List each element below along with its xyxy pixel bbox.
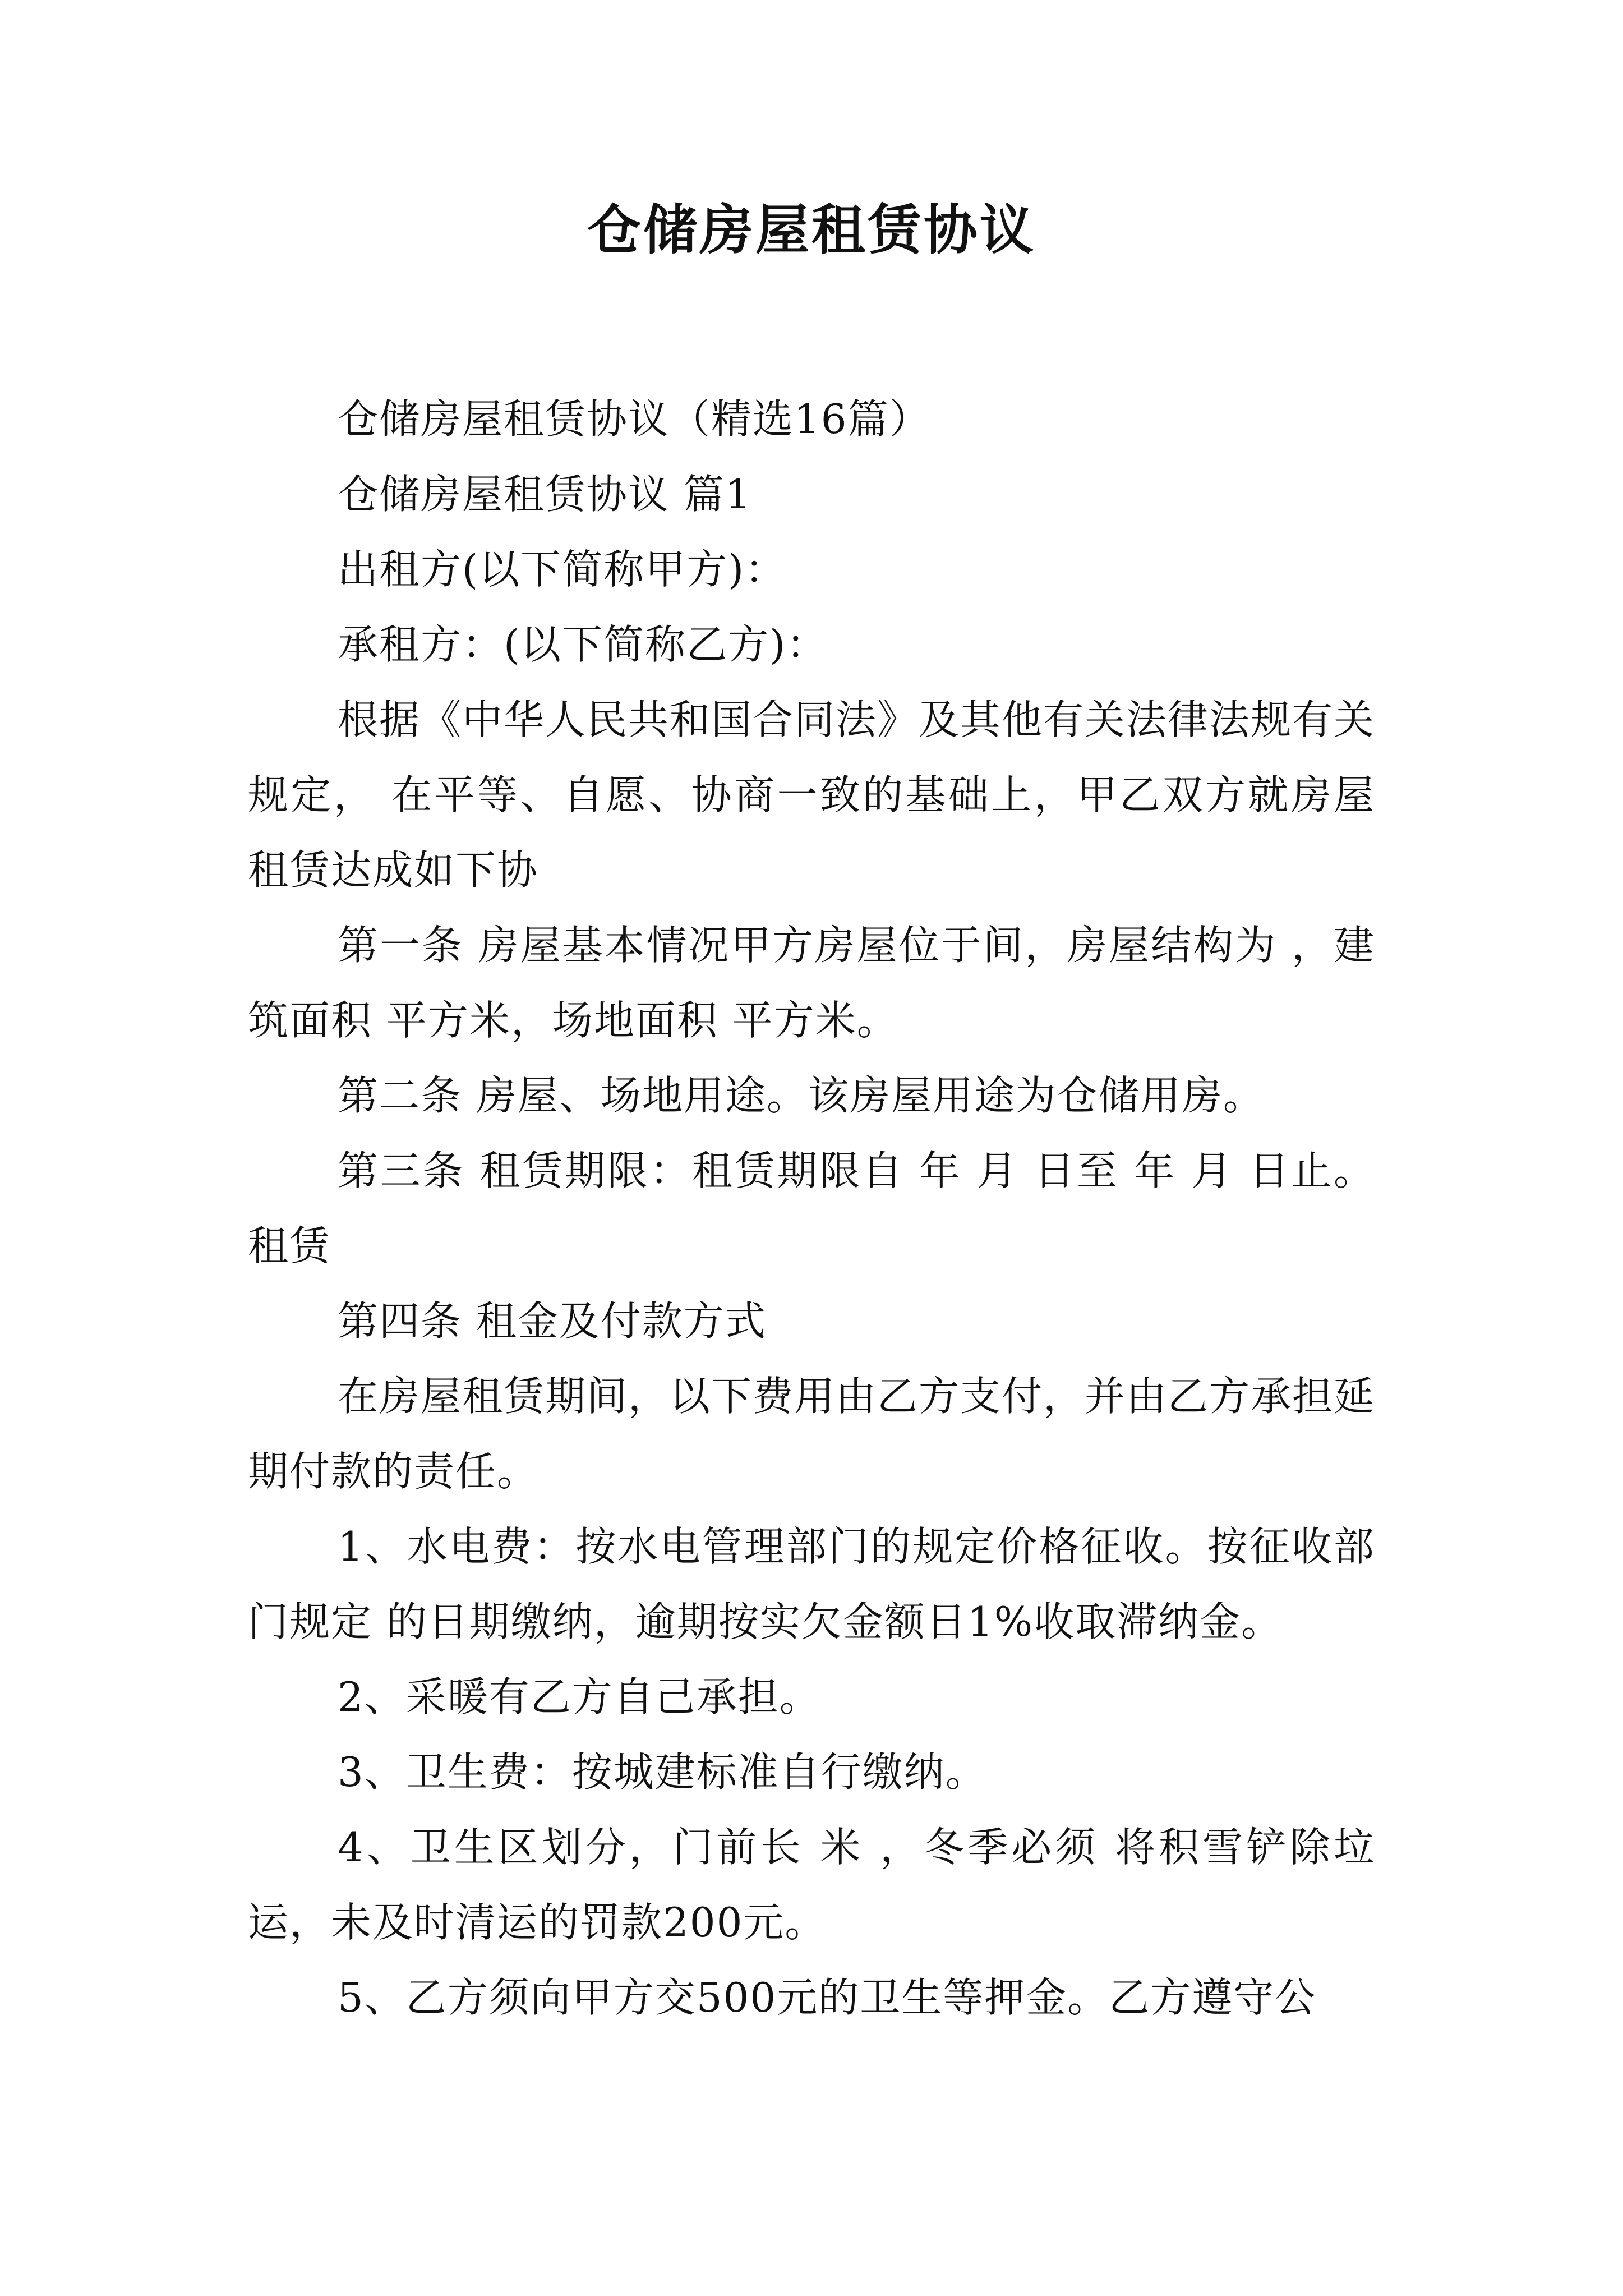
paragraph-lessor: 出租方(以下简称甲方)： <box>338 546 787 593</box>
paragraph-fee-item-4: 4、卫生区划分，门前长 米 ，冬季必须 将积雪铲除垃运，未及时清运的罚款200元。 <box>248 1824 1375 1946</box>
paragraph-subtitle: 仓储房屋租赁协议（精选16篇） <box>338 395 931 443</box>
paragraph-article-1: 第一条 房屋基本情况甲方房屋位于间，房屋结构为 ，建筑面积 平方米，场地面积 平方米。 <box>248 922 1375 1044</box>
paragraph-fee-item-2: 2、采暖有乙方自己承担。 <box>338 1673 821 1720</box>
paragraph-fee-item-5: 5、乙方须向甲方交500元的卫生等押金。乙方遵守公 <box>338 1974 1317 2021</box>
paragraph-article-2: 第二条 房屋、场地用途。该房屋用途为仓储用房。 <box>338 1072 1265 1119</box>
paragraph-article-4: 第四条 租金及付款方式 <box>338 1297 767 1345</box>
document-title: 仓储房屋租赁协议 <box>587 199 1036 261</box>
paragraph-section-heading: 仓储房屋租赁协议 篇1 <box>338 471 752 518</box>
paragraph-fee-item-3: 3、卫生费：按城建标准自行缴纳。 <box>338 1749 987 1796</box>
paragraph-fees-intro: 在房屋租赁期间，以下费用由乙方支付，并由乙方承担延期付款的责任。 <box>248 1373 1376 1495</box>
paragraph-lessee: 承租方：(以下简称乙方)： <box>338 621 828 668</box>
paragraph-fee-item-1: 1、水电费：按水电管理部门的规定价格征收。按征收部门规定 的日期缴纳，逾期按实欠金额日1%收取滞纳金。 <box>248 1523 1375 1645</box>
document-body <box>248 381 1375 2035</box>
paragraph-article-3: 第三条 租赁期限：租赁期限自 年 月 日至 年 月 日止。租赁 <box>248 1147 1375 1269</box>
paragraph-preamble: 根据《中华人民共和国合同法》及其他有关法律法规有关规定， 在平等、自愿、协商一致的基础上，甲乙双方就房屋租赁达成如下协 <box>248 696 1376 894</box>
